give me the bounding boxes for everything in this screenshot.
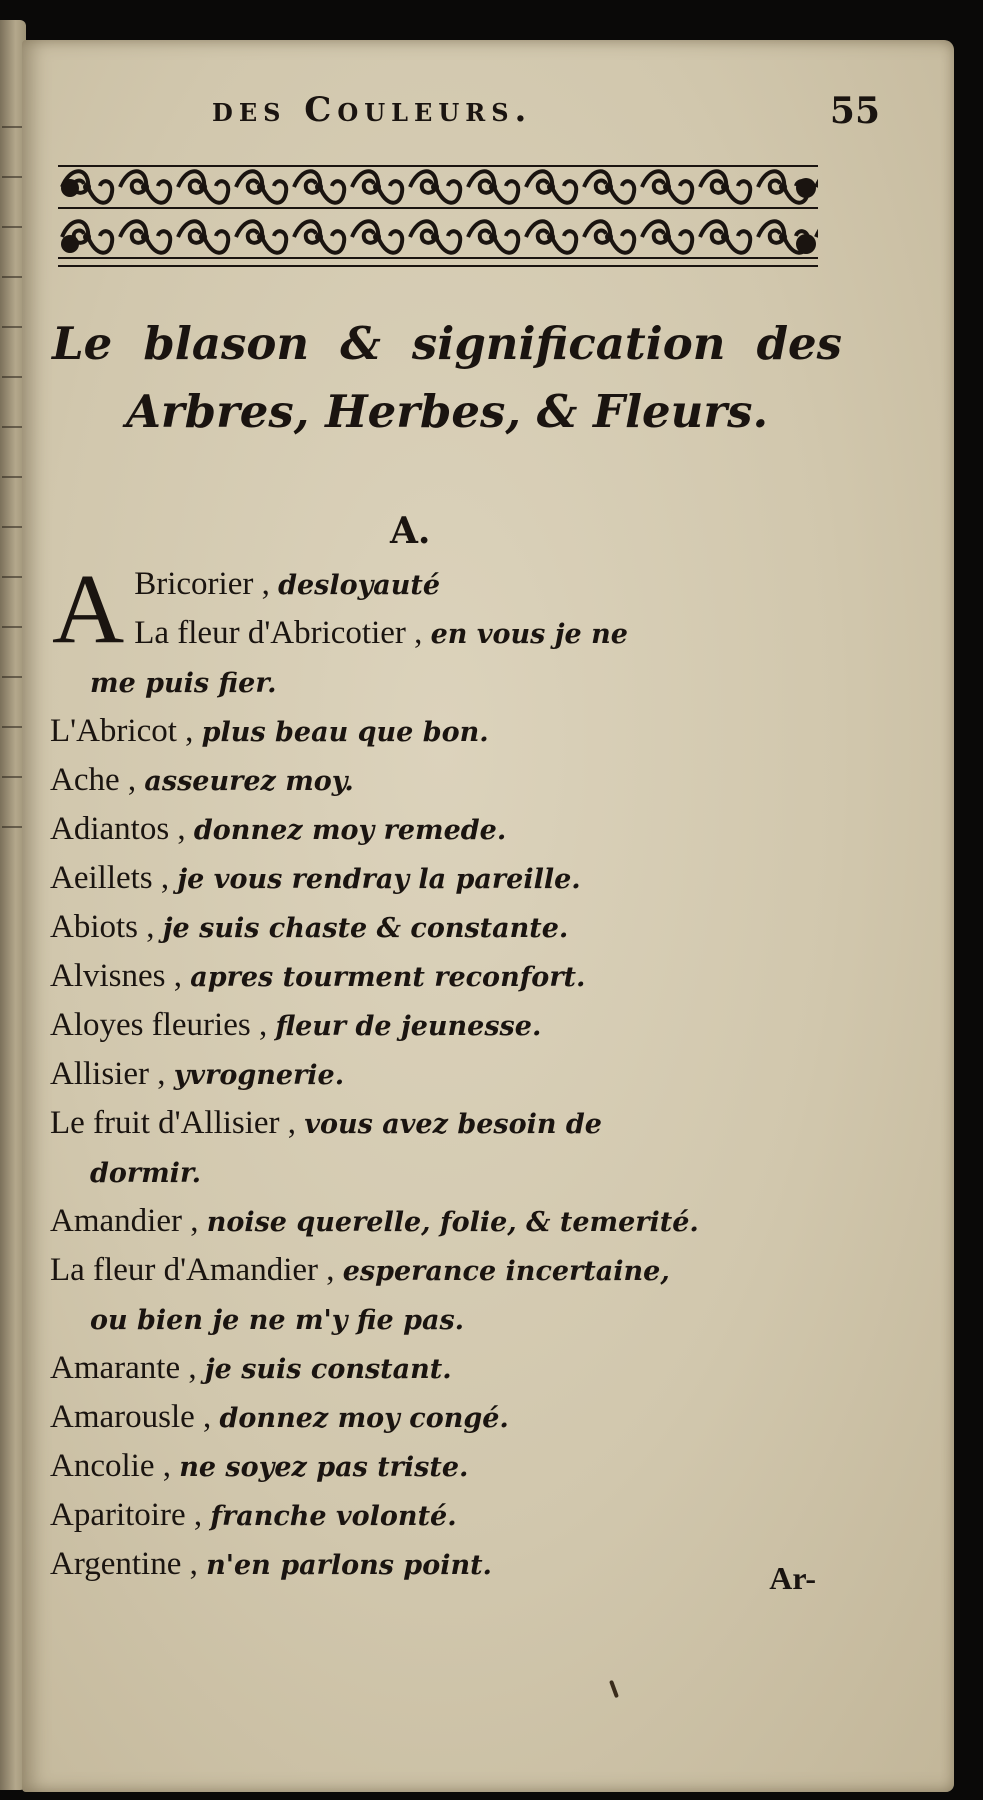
page-header — [212, 82, 894, 142]
first-entry-block — [50, 560, 840, 658]
list-item: Bricorier , desloyauté — [134, 566, 441, 602]
entry-list — [50, 560, 840, 1589]
list-item-continuation: ou bien je ne m'y fie pas. — [90, 1305, 465, 1336]
list-item: Adiantos , donnez moy remede. — [50, 811, 507, 847]
section-letter: A. — [390, 510, 431, 552]
list-item: Allisier , yvrognerie. — [50, 1056, 345, 1092]
decorative-ornament-band — [58, 162, 818, 272]
list-item: Amarante , je suis constant. — [50, 1350, 452, 1386]
catchword: Ar- — [769, 1560, 816, 1596]
list-item: Ache , asseurez moy. — [50, 762, 354, 798]
ink-speck — [609, 1680, 619, 1698]
book-page — [22, 40, 954, 1792]
list-item: Amarousle , donnez moy congé. — [50, 1399, 509, 1435]
list-item: Aeillets , je vous rendray la pareille. — [50, 860, 581, 896]
list-item-continuation: dormir. — [90, 1158, 202, 1189]
heading-line-1: Le blason & signification des — [52, 317, 842, 370]
list-item: La fleur d'Amandier , esperance incertaine, — [50, 1252, 670, 1288]
list-item: L'Abricot , plus beau que bon. — [50, 713, 489, 749]
list-item: Ancolie , ne soyez pas triste. — [50, 1448, 469, 1484]
running-title: des Couleurs. — [212, 90, 533, 130]
list-item: Le fruit d'Allisier , vous avez besoin de — [50, 1105, 602, 1141]
list-item: La fleur d'Abricotier , en vous je ne — [134, 615, 628, 651]
list-item: Aparitoire , franche volonté. — [50, 1497, 457, 1533]
list-item: Aloyes fleuries , fleur de jeunesse. — [50, 1007, 542, 1043]
section-heading — [52, 310, 842, 446]
list-item: Abiots , je suis chaste & constante. — [50, 909, 569, 945]
heading-line-2: Arbres, Herbes, & Fleurs. — [126, 385, 769, 438]
list-item: Alvisnes , apres tourment reconfort. — [50, 958, 586, 994]
list-item: Amandier , noise querelle, folie, & temerité. — [50, 1203, 699, 1239]
list-item-continuation: me puis fier. — [90, 668, 277, 699]
page-number: 55 — [829, 90, 880, 132]
list-item: Argentine , n'en parlons point. — [50, 1546, 492, 1582]
drop-cap: A — [52, 560, 125, 658]
